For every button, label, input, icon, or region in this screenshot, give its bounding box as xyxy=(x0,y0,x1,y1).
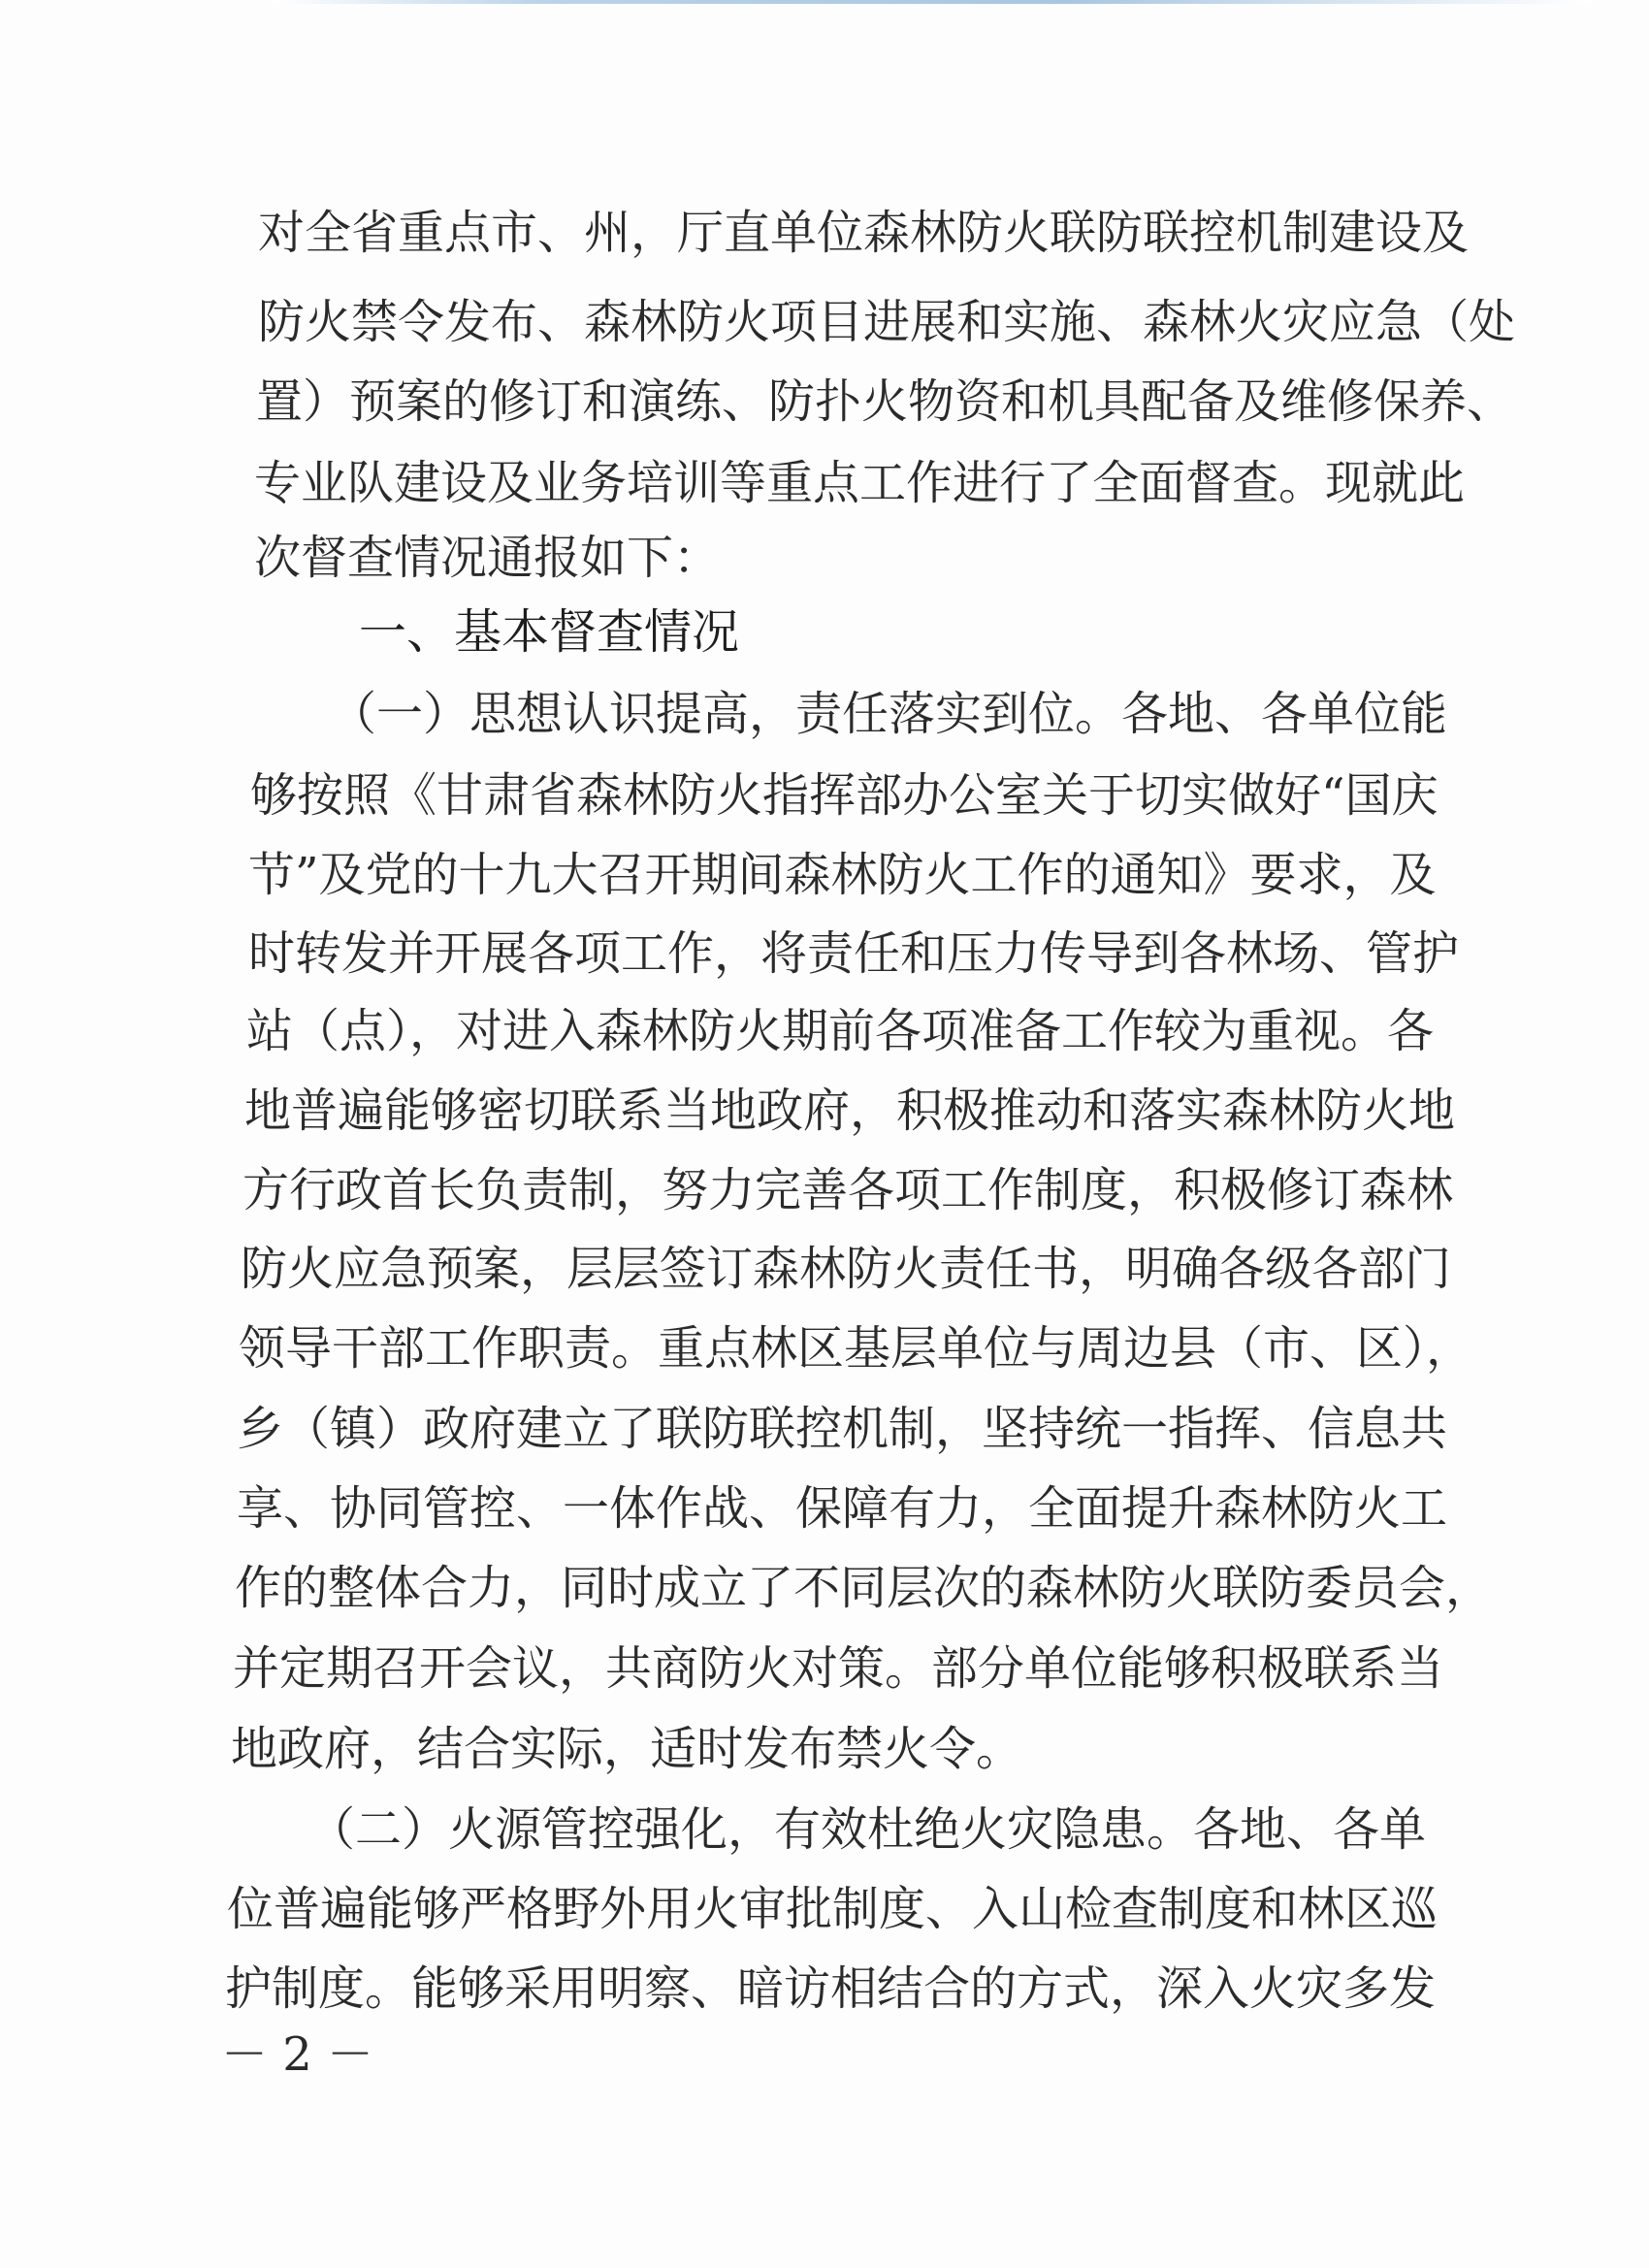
page-number: － 2 － xyxy=(221,2027,374,2082)
body-line-8: 够按照《甘肃省森林防火指挥部办公室关于切实做好“国庆 xyxy=(250,768,1439,823)
body-line-23: 护制度。能够采用明察、暗访相结合的方式，深入火灾多发 xyxy=(225,1961,1437,2016)
section-heading: 一、基本督查情况 xyxy=(359,604,740,660)
body-line-3: 置）预案的修订和演练、防扑火物资和机具配备及维修保养、 xyxy=(256,374,1514,429)
body-line-22: 位普遍能够严格野外用火审批制度、入山检查制度和林区巡 xyxy=(227,1882,1439,1936)
body-line-7: （一）思想认识提高，责任落实到位。各地、各单位能 xyxy=(330,687,1448,741)
body-line-2: 防火禁令发布、森林防火项目进展和实施、森林火灾应急（处 xyxy=(258,295,1516,349)
body-line-5: 次督查情况通报如下： xyxy=(254,531,721,585)
body-line-20: 地政府，结合实际，适时发布禁火令。 xyxy=(231,1722,1023,1776)
body-line-10: 时转发并开展各项工作，将责任和压力传导到各林场、管护 xyxy=(248,926,1460,981)
body-line-11: 站（点），对进入森林防火期前各项准备工作较为重视。各 xyxy=(246,1004,1435,1058)
body-line-17: 享、协同管控、一体作战、保障有力，全面提升森林防火工 xyxy=(237,1481,1448,1536)
body-line-13: 方行政首长负责制，努力完善各项工作制度，积极修订森林 xyxy=(242,1163,1454,1217)
body-line-16: 乡（镇）政府建立了联防联控机制，坚持统一指挥、信息共 xyxy=(237,1402,1448,1456)
body-line-4: 专业队建设及业务培训等重点工作进行了全面督查。现就此 xyxy=(254,456,1466,510)
body-line-19: 并定期召开会议，共商防火对策。部分单位能够积极联系当 xyxy=(233,1641,1444,1696)
body-line-21: （二）火源管控强化，有效杜绝火灾隐患。各地、各单 xyxy=(308,1802,1427,1857)
body-line-14: 防火应急预案，层层签订森林防火责任书，明确各级各部门 xyxy=(241,1242,1452,1296)
body-line-18: 作的整体合力，同时成立了不同层次的森林防火联防委员会， xyxy=(235,1561,1493,1615)
scan-edge xyxy=(272,0,1591,4)
body-line-9: 节”及党的十九大召开期间森林防火工作的通知》要求，及 xyxy=(248,848,1437,902)
body-line-12: 地普遍能够密切联系当地政府，积极推动和落实森林防火地 xyxy=(244,1084,1456,1138)
body-line-15: 领导干部工作职责。重点林区基层单位与周边县（市、区）， xyxy=(239,1321,1473,1376)
body-line-1: 对全省重点市、州，厅直单位森林防火联防联控机制建设及 xyxy=(258,206,1470,260)
